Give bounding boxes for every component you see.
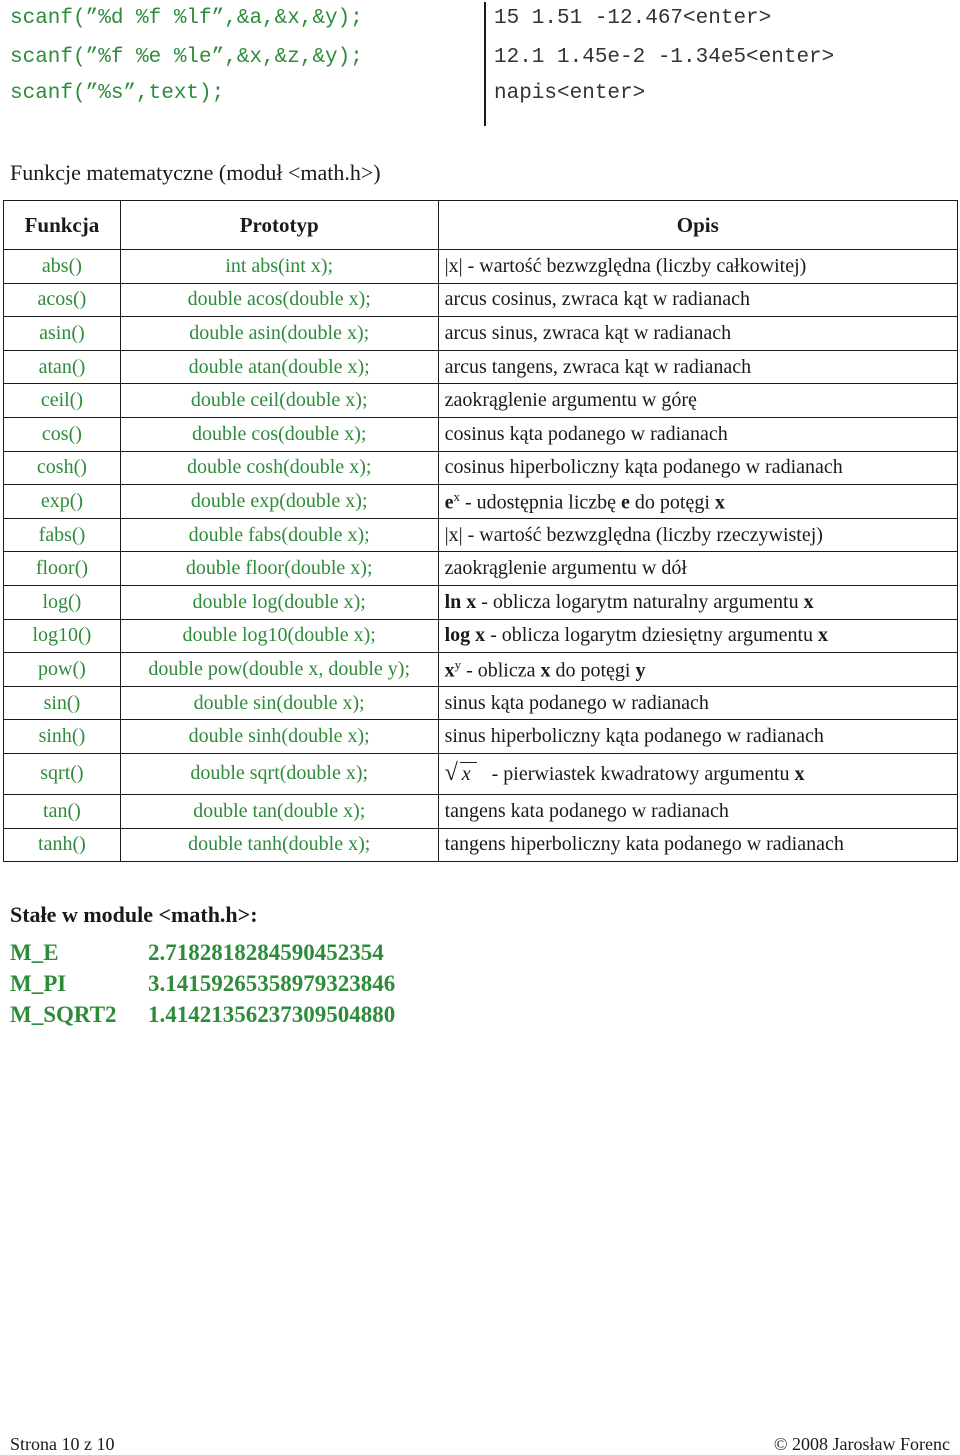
scanf-code-2: scanf(”%f %e %le”,&x,&z,&y);: [10, 46, 363, 69]
function-name: exp(): [4, 485, 121, 519]
page-number: Strona 10 z 10: [10, 1434, 115, 1454]
section-heading: Funkcje matematyczne (moduł <math.h>): [10, 160, 381, 185]
function-description: [438, 585, 957, 619]
function-prototype: double tanh(double x);: [120, 828, 438, 862]
sqrt-radicand: x: [460, 762, 477, 786]
desc-base: x: [444, 659, 455, 682]
desc-part: do potęgi: [550, 659, 636, 682]
scanf-input-1: 15 1.51 -12.467<enter>: [494, 7, 772, 30]
desc-bold: log x: [444, 624, 486, 647]
desc-part: - oblicza logarytm dziesiętny argumentu: [485, 624, 819, 647]
function-name: tanh(): [4, 828, 121, 862]
copyright: © 2008 Jarosław Forenc: [773, 1434, 950, 1454]
function-prototype: double cosh(double x);: [120, 451, 438, 485]
desc-bold: x: [803, 590, 814, 613]
function-name: log10(): [4, 619, 121, 653]
desc-part: arcus cosinus, zwraca kąt w radianach: [444, 288, 750, 311]
header-prototyp: Prototyp: [120, 201, 438, 250]
divider-line: [484, 2, 486, 126]
desc-part: |x| - wartość bezwzględna (liczby całkowitej): [444, 254, 807, 277]
table-row: [4, 384, 958, 418]
function-description: [438, 686, 957, 720]
constant-row: [10, 971, 395, 997]
function-description: [438, 828, 957, 862]
function-prototype: double floor(double x);: [120, 552, 438, 586]
function-description: [438, 619, 957, 653]
desc-part: |x| - wartość bezwzględna (liczby rzeczywistej): [444, 523, 823, 546]
function-prototype: double cos(double x);: [120, 417, 438, 451]
function-description: [438, 485, 957, 519]
desc-exponent: x: [453, 488, 460, 504]
table-row: [4, 794, 958, 828]
desc-part: zaokrąglenie argumentu w górę: [444, 389, 697, 412]
function-prototype: double acos(double x);: [120, 283, 438, 317]
function-name: sinh(): [4, 720, 121, 754]
function-name: sqrt(): [4, 753, 121, 794]
function-description: [438, 250, 957, 284]
desc-bold: ln x: [444, 590, 477, 613]
desc-part: - pierwiastek kwadratowy argumentu: [486, 763, 795, 786]
table-row: [4, 350, 958, 384]
table-row: [4, 283, 958, 317]
function-prototype: double ceil(double x);: [120, 384, 438, 418]
constant-row: [10, 940, 384, 966]
function-description: [438, 794, 957, 828]
function-description: [438, 518, 957, 552]
desc-part: - oblicza logarytm naturalny argumentu: [476, 590, 804, 613]
sqrt-icon: √: [444, 760, 458, 787]
scanf-code-3: scanf(”%s”,text);: [10, 82, 225, 105]
function-name: floor(): [4, 552, 121, 586]
table-row: [4, 518, 958, 552]
desc-part: - udostępnia liczbę: [459, 491, 622, 514]
function-prototype: double fabs(double x);: [120, 518, 438, 552]
desc-part: cosinus kąta podanego w radianach: [444, 422, 728, 445]
table-row: [4, 686, 958, 720]
desc-part: cosinus hiperboliczny kąta podanego w radianach: [444, 456, 843, 479]
desc-bold: x: [818, 624, 829, 647]
function-name: tan(): [4, 794, 121, 828]
function-description: [438, 720, 957, 754]
function-prototype: double sinh(double x);: [120, 720, 438, 754]
table-row: [4, 250, 958, 284]
function-description: [438, 317, 957, 351]
constants-heading: Stałe w module <math.h>:: [10, 902, 258, 927]
constant-name: M_PI: [10, 971, 67, 996]
table-row: [4, 720, 958, 754]
desc-part: arcus sinus, zwraca kąt w radianach: [444, 321, 732, 344]
function-prototype: double pow(double x, double y);: [120, 653, 438, 687]
function-prototype: double sqrt(double x);: [120, 753, 438, 794]
function-prototype: double atan(double x);: [120, 350, 438, 384]
function-name: fabs(): [4, 518, 121, 552]
function-name: sin(): [4, 686, 121, 720]
scanf-input-2: 12.1 1.45e-2 -1.34e5<enter>: [494, 46, 835, 69]
function-description: [438, 653, 957, 687]
function-description: [438, 350, 957, 384]
function-description: [438, 417, 957, 451]
desc-bold: e: [621, 491, 630, 514]
function-prototype: double asin(double x);: [120, 317, 438, 351]
function-name: log(): [4, 585, 121, 619]
function-prototype: int abs(int x);: [120, 250, 438, 284]
table-row: [4, 552, 958, 586]
constant-name: M_SQRT2: [10, 1002, 117, 1027]
desc-part: arcus tangens, zwraca kąt w radianach: [444, 355, 752, 378]
function-description: [438, 384, 957, 418]
desc-part: tangens kata podanego w radianach: [444, 799, 729, 822]
constant-value: 3.14159265358979323846: [148, 971, 396, 996]
table-row: [4, 753, 958, 794]
table-header-row: [4, 201, 958, 250]
table-row: [4, 585, 958, 619]
constant-name: M_E: [10, 940, 59, 965]
table-row: [4, 828, 958, 862]
function-description: [438, 753, 957, 794]
function-name: ceil(): [4, 384, 121, 418]
desc-bold: x: [714, 491, 725, 514]
table-row: [4, 317, 958, 351]
scanf-code-1: scanf(”%d %f %lf”,&a,&x,&y);: [10, 7, 363, 30]
function-prototype: double log10(double x);: [120, 619, 438, 653]
function-name: atan(): [4, 350, 121, 384]
function-prototype: double sin(double x);: [120, 686, 438, 720]
table-row: [4, 451, 958, 485]
desc-part: zaokrąglenie argumentu w dół: [444, 557, 687, 580]
function-name: acos(): [4, 283, 121, 317]
constant-value: 2.7182818284590452354: [148, 940, 384, 965]
header-opis: Opis: [438, 201, 957, 250]
function-description: [438, 451, 957, 485]
desc-part: do potęgi: [629, 491, 715, 514]
function-name: cos(): [4, 417, 121, 451]
function-description: [438, 283, 957, 317]
desc-base: e: [444, 491, 454, 514]
math-functions-table: [3, 200, 958, 862]
function-name: asin(): [4, 317, 121, 351]
table-row: [4, 653, 958, 687]
scanf-examples: [0, 0, 960, 128]
desc-bold: x: [540, 659, 551, 682]
constant-value: 1.41421356237309504880: [148, 1002, 396, 1027]
function-prototype: double exp(double x);: [120, 485, 438, 519]
constant-row: [10, 1002, 395, 1028]
function-name: abs(): [4, 250, 121, 284]
desc-exponent: y: [454, 656, 462, 672]
desc-part: - oblicza: [461, 659, 541, 682]
table-row: [4, 417, 958, 451]
desc-part: sinus hiperboliczny kąta podanego w radianach: [444, 725, 824, 748]
desc-part: tangens hiperboliczny kata podanego w radianach: [444, 833, 844, 856]
table-row: [4, 485, 958, 519]
function-name: pow(): [4, 653, 121, 687]
function-prototype: double log(double x);: [120, 585, 438, 619]
desc-part: sinus kąta podanego w radianach: [444, 691, 709, 714]
desc-bold: x: [794, 763, 805, 786]
scanf-input-3: napis<enter>: [494, 82, 646, 105]
function-description: [438, 552, 957, 586]
function-name: cosh(): [4, 451, 121, 485]
table-row: [4, 619, 958, 653]
header-funkcja: Funkcja: [4, 201, 121, 250]
function-prototype: double tan(double x);: [120, 794, 438, 828]
desc-bold: y: [635, 659, 646, 682]
